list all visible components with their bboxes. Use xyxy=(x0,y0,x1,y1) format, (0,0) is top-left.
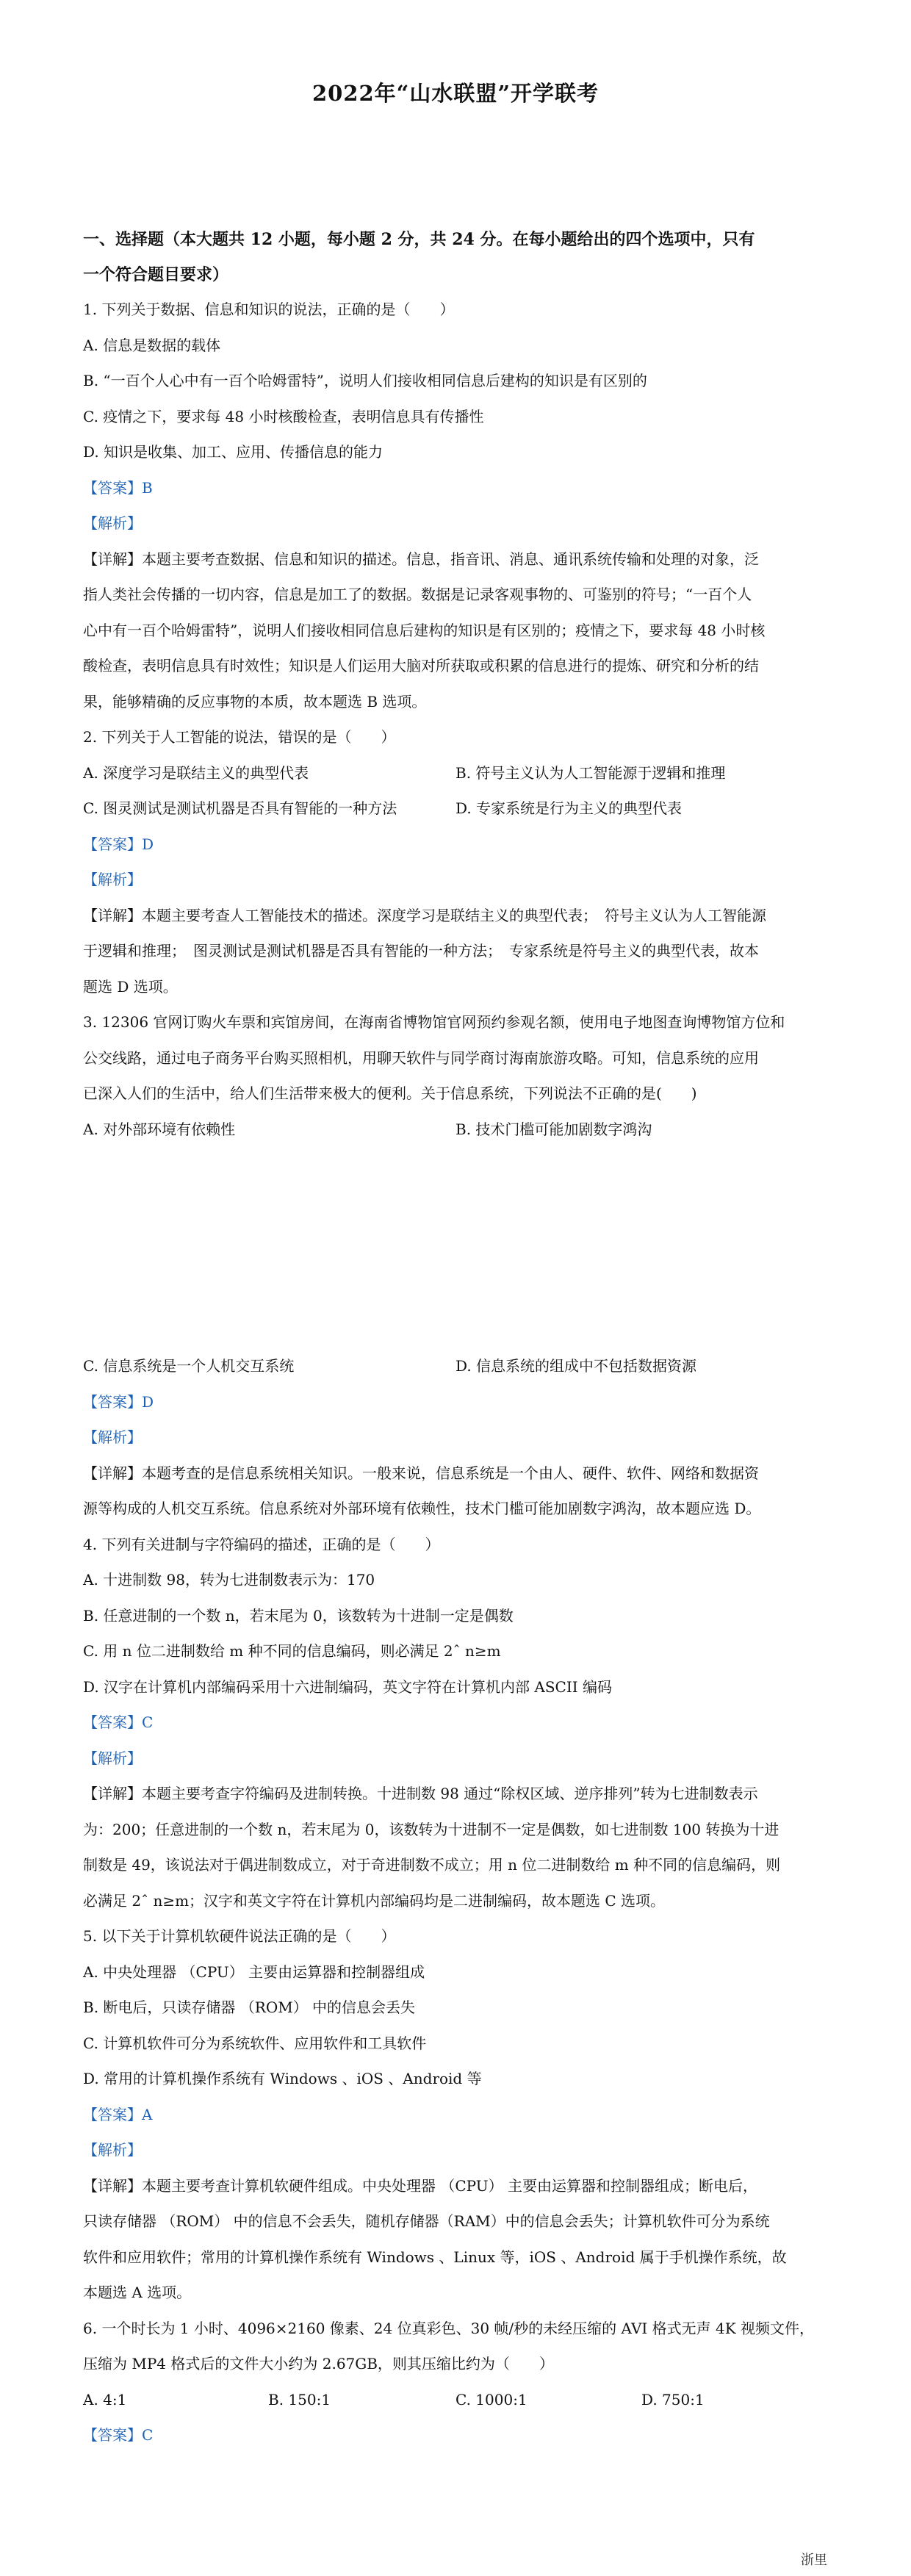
q1-option-d: D. 知识是收集、加工、应用、传播信息的能力 xyxy=(83,443,384,461)
q4-stem: 4. 下列有关进制与字符编码的描述，正确的是（ ） xyxy=(83,1536,440,1553)
q1-detail-line: 心中有一百个哈姆雷特”，说明人们接收相同信息后建构的知识是有区别的；疫情之下，要求每 48 小时核 xyxy=(83,622,766,639)
q4-option-c: C. 用 n 位二进制数给 m 种不同的信息编码，则必满足 2ˆ n≥m xyxy=(83,1642,501,1660)
q1-detail-line: 酸检查，表明信息具有时效性；知识是人们运用大脑对所获取或积累的信息进行的提炼、研究和分析的结 xyxy=(83,657,759,674)
q5-option-b: B. 断电后，只读存储器 （ROM） 中的信息会丢失 xyxy=(83,1998,416,2016)
q2-stem: 2. 下列关于人工智能的说法，错误的是（ ） xyxy=(83,728,396,746)
q3-detail-line: 【详解】本题考查的是信息系统相关知识。一般来说，信息系统是一个由人、硬件、软件、网络和数据资 xyxy=(83,1464,759,1482)
q4-detail-line: 制数是 49，该说法对于偶进制数成立，对于奇进制数不成立；用 n 位二进制数给 m 种不同的信息编码，则 xyxy=(83,1856,781,1874)
q3-detail-line: 源等构成的人机交互系统。信息系统对外部环境有依赖性，技术门槛可能加剧数字鸿沟，故本题应选 D。 xyxy=(83,1500,761,1517)
q5-option-d: D. 常用的计算机操作系统有 Windows 、iOS 、Android 等 xyxy=(83,2070,482,2087)
q5-option-a: A. 中央处理器 （CPU） 主要由运算器和控制器组成 xyxy=(83,1963,425,1981)
q6-option-b: B. 150:1 xyxy=(268,2391,331,2408)
q3-option-c: C. 信息系统是一个人机交互系统 xyxy=(83,1357,295,1375)
q1-option-c: C. 疫情之下，要求每 48 小时核酸检查，表明信息具有传播性 xyxy=(83,408,484,425)
q6-option-a: A. 4:1 xyxy=(83,2391,127,2408)
q6-stem-line: 6. 一个时长为 1 小时、4096×2160 像素、24 位真彩色、30 帧/秒的未经压缩的 AVI 格式无声 4K 视频文件， xyxy=(83,2320,815,2337)
q2-detail-line: 于逻辑和推理； 图灵测试是测试机器是否具有智能的一种方法； 专家系统是符号主义的典型代表，故本 xyxy=(83,942,759,960)
q1-stem: 1. 下列关于数据、信息和知识的说法，正确的是（ ） xyxy=(83,301,455,318)
q4-option-d: D. 汉字在计算机内部编码采用十六进制编码，英文字符在计算机内部 ASCII 编码 xyxy=(83,1678,612,1696)
q2-analysis-label: 【解析】 xyxy=(83,871,142,888)
q1-detail-line: 果，能够精确的反应事物的本质，故本题选 B 选项。 xyxy=(83,693,427,710)
section-heading-line-1: 一、选择题（本大题共 12 小题，每小题 2 分，共 24 分。在每小题给出的四个选项中，只有 xyxy=(83,230,755,249)
q3-option-b: B. 技术门槛可能加剧数字鸿沟 xyxy=(455,1120,652,1138)
q5-detail-line: 本题选 A 选项。 xyxy=(83,2284,192,2301)
q6-stem-line: 压缩为 MP4 格式后的文件大小约为 2.67GB，则其压缩比约为（ ） xyxy=(83,2355,554,2372)
q4-detail-line: 为：200；任意进制的一个数 n，若末尾为 0，该数转为十进制不一定是偶数，如七进制数 100 转换为十进 xyxy=(83,1821,779,1838)
q2-detail-line: 【详解】本题主要考查人工智能技术的描述。深度学习是联结主义的典型代表； 符号主义认为人工智能源 xyxy=(83,907,766,924)
q1-option-b: B. “一百个人心中有一百个哈姆雷特”，说明人们接收相同信息后建构的知识是有区别的 xyxy=(83,372,647,389)
q5-analysis-label: 【解析】 xyxy=(83,2141,142,2159)
q3-answer: 【答案】D xyxy=(83,1393,154,1411)
q3-stem-line: 已深入人们的生活中，给人们生活带来极大的便利。关于信息系统，下列说法不正确的是( ) xyxy=(83,1084,697,1102)
q3-option-d: D. 信息系统的组成中不包括数据资源 xyxy=(455,1357,697,1375)
q2-answer: 【答案】D xyxy=(83,835,154,853)
q4-detail-line: 【详解】本题主要考查字符编码及进制转换。十进制数 98 通过“除权区域、逆序排列”转为七进制数表示 xyxy=(83,1785,758,1802)
q5-stem: 5. 以下关于计算机软硬件说法正确的是（ ） xyxy=(83,1927,396,1945)
q3-stem-line: 公交线路，通过电子商务平台购买照相机，用聊天软件与同学商讨海南旅游攻略。可知，信息系统的应用 xyxy=(83,1049,759,1067)
q5-detail-line: 只读存储器 （ROM） 中的信息不会丢失，随机存储器（RAM）中的信息会丢失；计算机软件可分为系统 xyxy=(83,2212,770,2230)
q6-option-d: D. 750:1 xyxy=(641,2391,705,2408)
q5-detail-line: 软件和应用软件；常用的计算机操作系统有 Windows 、Linux 等，iOS 、Android 属于手机操作系统，故 xyxy=(83,2248,787,2266)
q2-detail-line: 题选 D 选项。 xyxy=(83,978,178,996)
q4-option-a: A. 十进制数 98，转为七进制数表示为：170 xyxy=(83,1571,375,1589)
q1-detail-line: 指人类社会传播的一切内容，信息是加工了的数据。数据是记录客观事物的、可鉴别的符号；“一百个人 xyxy=(83,586,752,603)
q2-option-c: C. 图灵测试是测试机器是否具有智能的一种方法 xyxy=(83,799,397,817)
q1-answer: 【答案】B xyxy=(83,479,153,497)
q2-option-b: B. 符号主义认为人工智能源于逻辑和推理 xyxy=(455,764,726,782)
q6-answer: 【答案】C xyxy=(83,2426,154,2444)
q3-analysis-label: 【解析】 xyxy=(83,1428,142,1446)
page-title: 2022年“山水联盟”开学联考 xyxy=(312,81,599,106)
q4-answer: 【答案】C xyxy=(83,1713,154,1731)
q3-stem-line: 3. 12306 官网订购火车票和宾馆房间，在海南省博物馆官网预约参观名额，使用电子地图查询博物馆方位和 xyxy=(83,1013,785,1031)
q5-detail-line: 【详解】本题主要考查计算机软硬件组成。中央处理器 （CPU） 主要由运算器和控制器组成；断电后， xyxy=(83,2177,757,2195)
q2-option-a: A. 深度学习是联结主义的典型代表 xyxy=(83,764,309,782)
q5-option-c: C. 计算机软件可分为系统软件、应用软件和工具软件 xyxy=(83,2034,427,2052)
q1-detail-line: 【详解】本题主要考查数据、信息和知识的描述。信息，指音讯、消息、通讯系统传输和处理的对象，泛 xyxy=(83,550,759,568)
q4-detail-line: 必满足 2ˆ n≥m；汉字和英文字符在计算机内部编码均是二进制编码，故本题选 C 选项。 xyxy=(83,1892,666,1910)
page-footer-mark: 浙里 xyxy=(801,2552,827,2568)
q1-analysis-label: 【解析】 xyxy=(83,514,142,532)
section-heading-line-2: 一个符合题目要求） xyxy=(83,265,229,284)
q3-option-a: A. 对外部环境有依赖性 xyxy=(83,1120,236,1138)
q6-option-c: C. 1000:1 xyxy=(455,2391,527,2408)
q5-answer: 【答案】A xyxy=(83,2106,153,2123)
q1-option-a: A. 信息是数据的载体 xyxy=(83,337,221,354)
q4-option-b: B. 任意进制的一个数 n，若末尾为 0，该数转为十进制一定是偶数 xyxy=(83,1607,514,1625)
q2-option-d: D. 专家系统是行为主义的典型代表 xyxy=(455,799,683,817)
q4-analysis-label: 【解析】 xyxy=(83,1749,142,1767)
